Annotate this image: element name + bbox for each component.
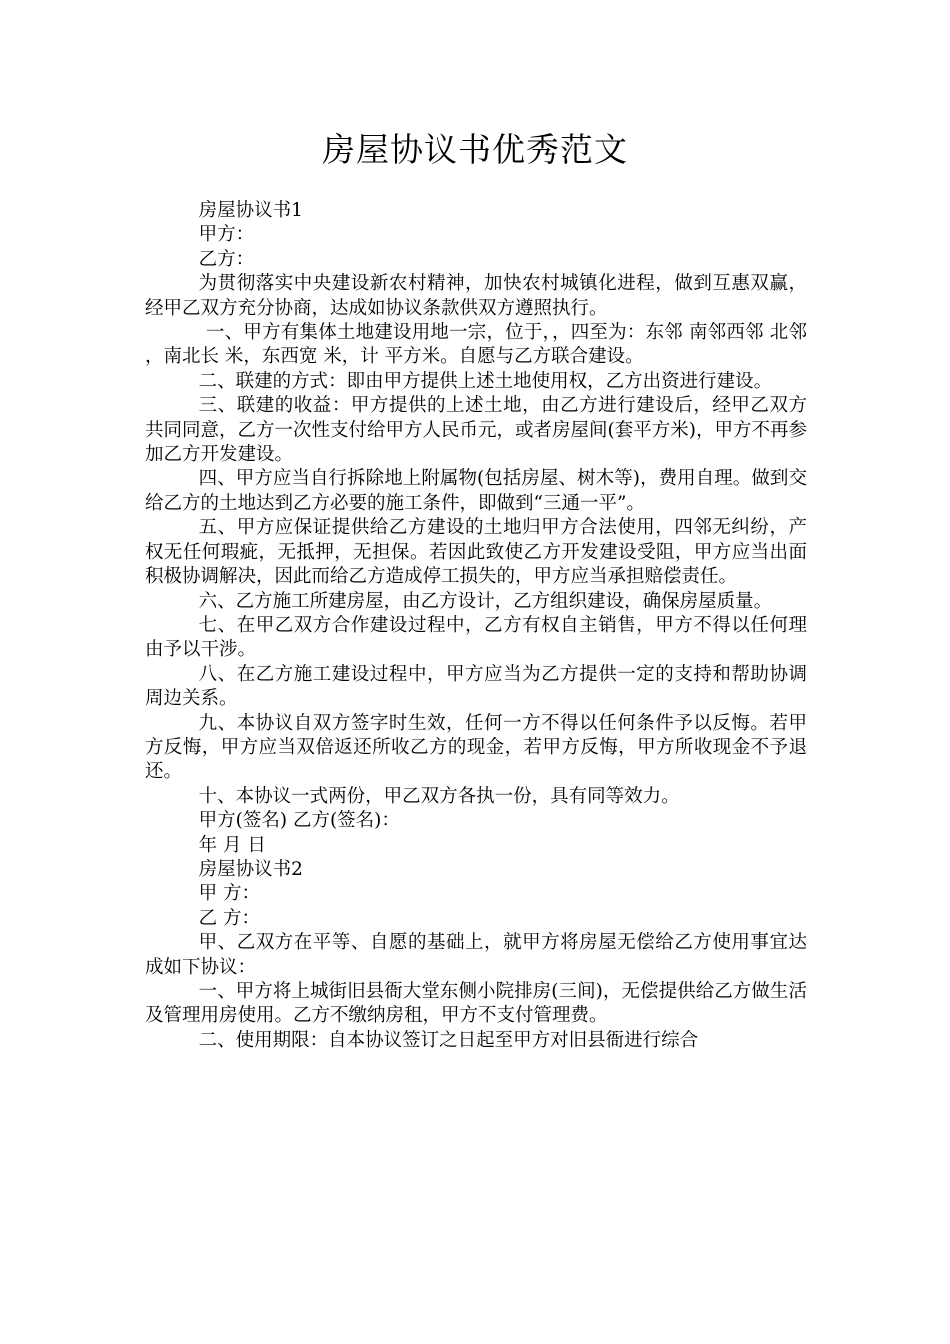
paragraph-clause-10: 十、本协议一式两份，甲乙双方各执一份，具有同等效力。 bbox=[198, 785, 680, 807]
document-body bbox=[145, 199, 807, 1053]
paragraph-preamble-2: 甲、乙双方在平等、自愿的基础上，就甲方将房屋无偿给乙方使用事宜达成如下协议： bbox=[145, 932, 807, 978]
paragraph-signatures: 甲方(签名) 乙方(签名)： bbox=[198, 810, 400, 832]
paragraph-preamble: 为贯彻落实中央建设新农村精神，加快农村城镇化进程，做到互惠双赢，经甲乙双方充分协商，达成如协议条款供双方遵照执行。 bbox=[145, 273, 807, 319]
paragraph-party-b-2: 乙 方： bbox=[198, 907, 261, 929]
paragraph-clause-9: 九、本协议自双方签字时生效，任何一方不得以任何条件予以反悔。若甲方反悔，甲方应当双倍返还所收乙方的现金，若甲方反悔，甲方所收现金不予退还。 bbox=[145, 712, 807, 783]
paragraph-clause-2-1: 一、甲方将上城街旧县衙大堂东侧小院排房(三间)，无偿提供给乙方做生活及管理用房使用。乙方不缴纳房租，甲方不支付管理费。 bbox=[145, 981, 807, 1027]
paragraph-clause-1: 一、甲方有集体土地建设用地一宗，位于，，四至为：东邻 南邻西邻 北邻 ，南北长 米，东西宽 米，计 平方米。自愿与乙方联合建设。 bbox=[145, 322, 807, 368]
paragraph-clause-4: 四、甲方应当自行拆除地上附属物(包括房屋、树木等)，费用自理。做到交给乙方的土地达到乙方必要的施工条件，即做到“三通一平”。 bbox=[145, 468, 807, 514]
paragraph-clause-8: 八、在乙方施工建设过程中，甲方应当为乙方提供一定的支持和帮助协调周边关系。 bbox=[145, 663, 807, 710]
paragraph-party-a: 甲方： bbox=[198, 224, 255, 246]
paragraph-clause-6: 六、乙方施工所建房屋，由乙方设计，乙方组织建设，确保房屋质量。 bbox=[198, 590, 773, 612]
paragraph-clause-2: 二、联建的方式：即由甲方提供上述土地使用权，乙方出资进行建设。 bbox=[198, 370, 773, 392]
paragraph-party-a-2: 甲 方： bbox=[198, 883, 261, 905]
page-title: 房屋协议书优秀范文 bbox=[322, 130, 628, 169]
paragraph-clause-3: 三、联建的收益：甲方提供的上述土地，由乙方进行建设后，经甲乙双方共同同意，乙方一次性支付给甲方人民币元，或者房屋间(套平方米)，甲方不再参加乙方开发建设。 bbox=[145, 395, 807, 466]
paragraph-clause-7: 七、在甲乙双方合作建设过程中，乙方有权自主销售，甲方不得以任何理由予以干涉。 bbox=[145, 614, 807, 661]
paragraph-party-b: 乙方： bbox=[198, 248, 255, 270]
paragraph-section-heading-2: 房屋协议书2 bbox=[198, 858, 303, 880]
paragraph-date: 年 月 日 bbox=[198, 834, 266, 856]
paragraph-section-heading-1: 房屋协议书1 bbox=[198, 200, 303, 221]
paragraph-clause-2-2: 二、使用期限：自本协议签订之日起至甲方对旧县衙进行综合 bbox=[198, 1029, 699, 1051]
paragraph-clause-5: 五、甲方应保证提供给乙方建设的土地归甲方合法使用，四邻无纠纷，产权无任何瑕疵，无抵押，无担保。若因此致使乙方开发建设受阻，甲方应当出面积极协调解决，因此而给乙方造成停工损失的，甲方应当承担赔偿责任。 bbox=[145, 517, 807, 588]
